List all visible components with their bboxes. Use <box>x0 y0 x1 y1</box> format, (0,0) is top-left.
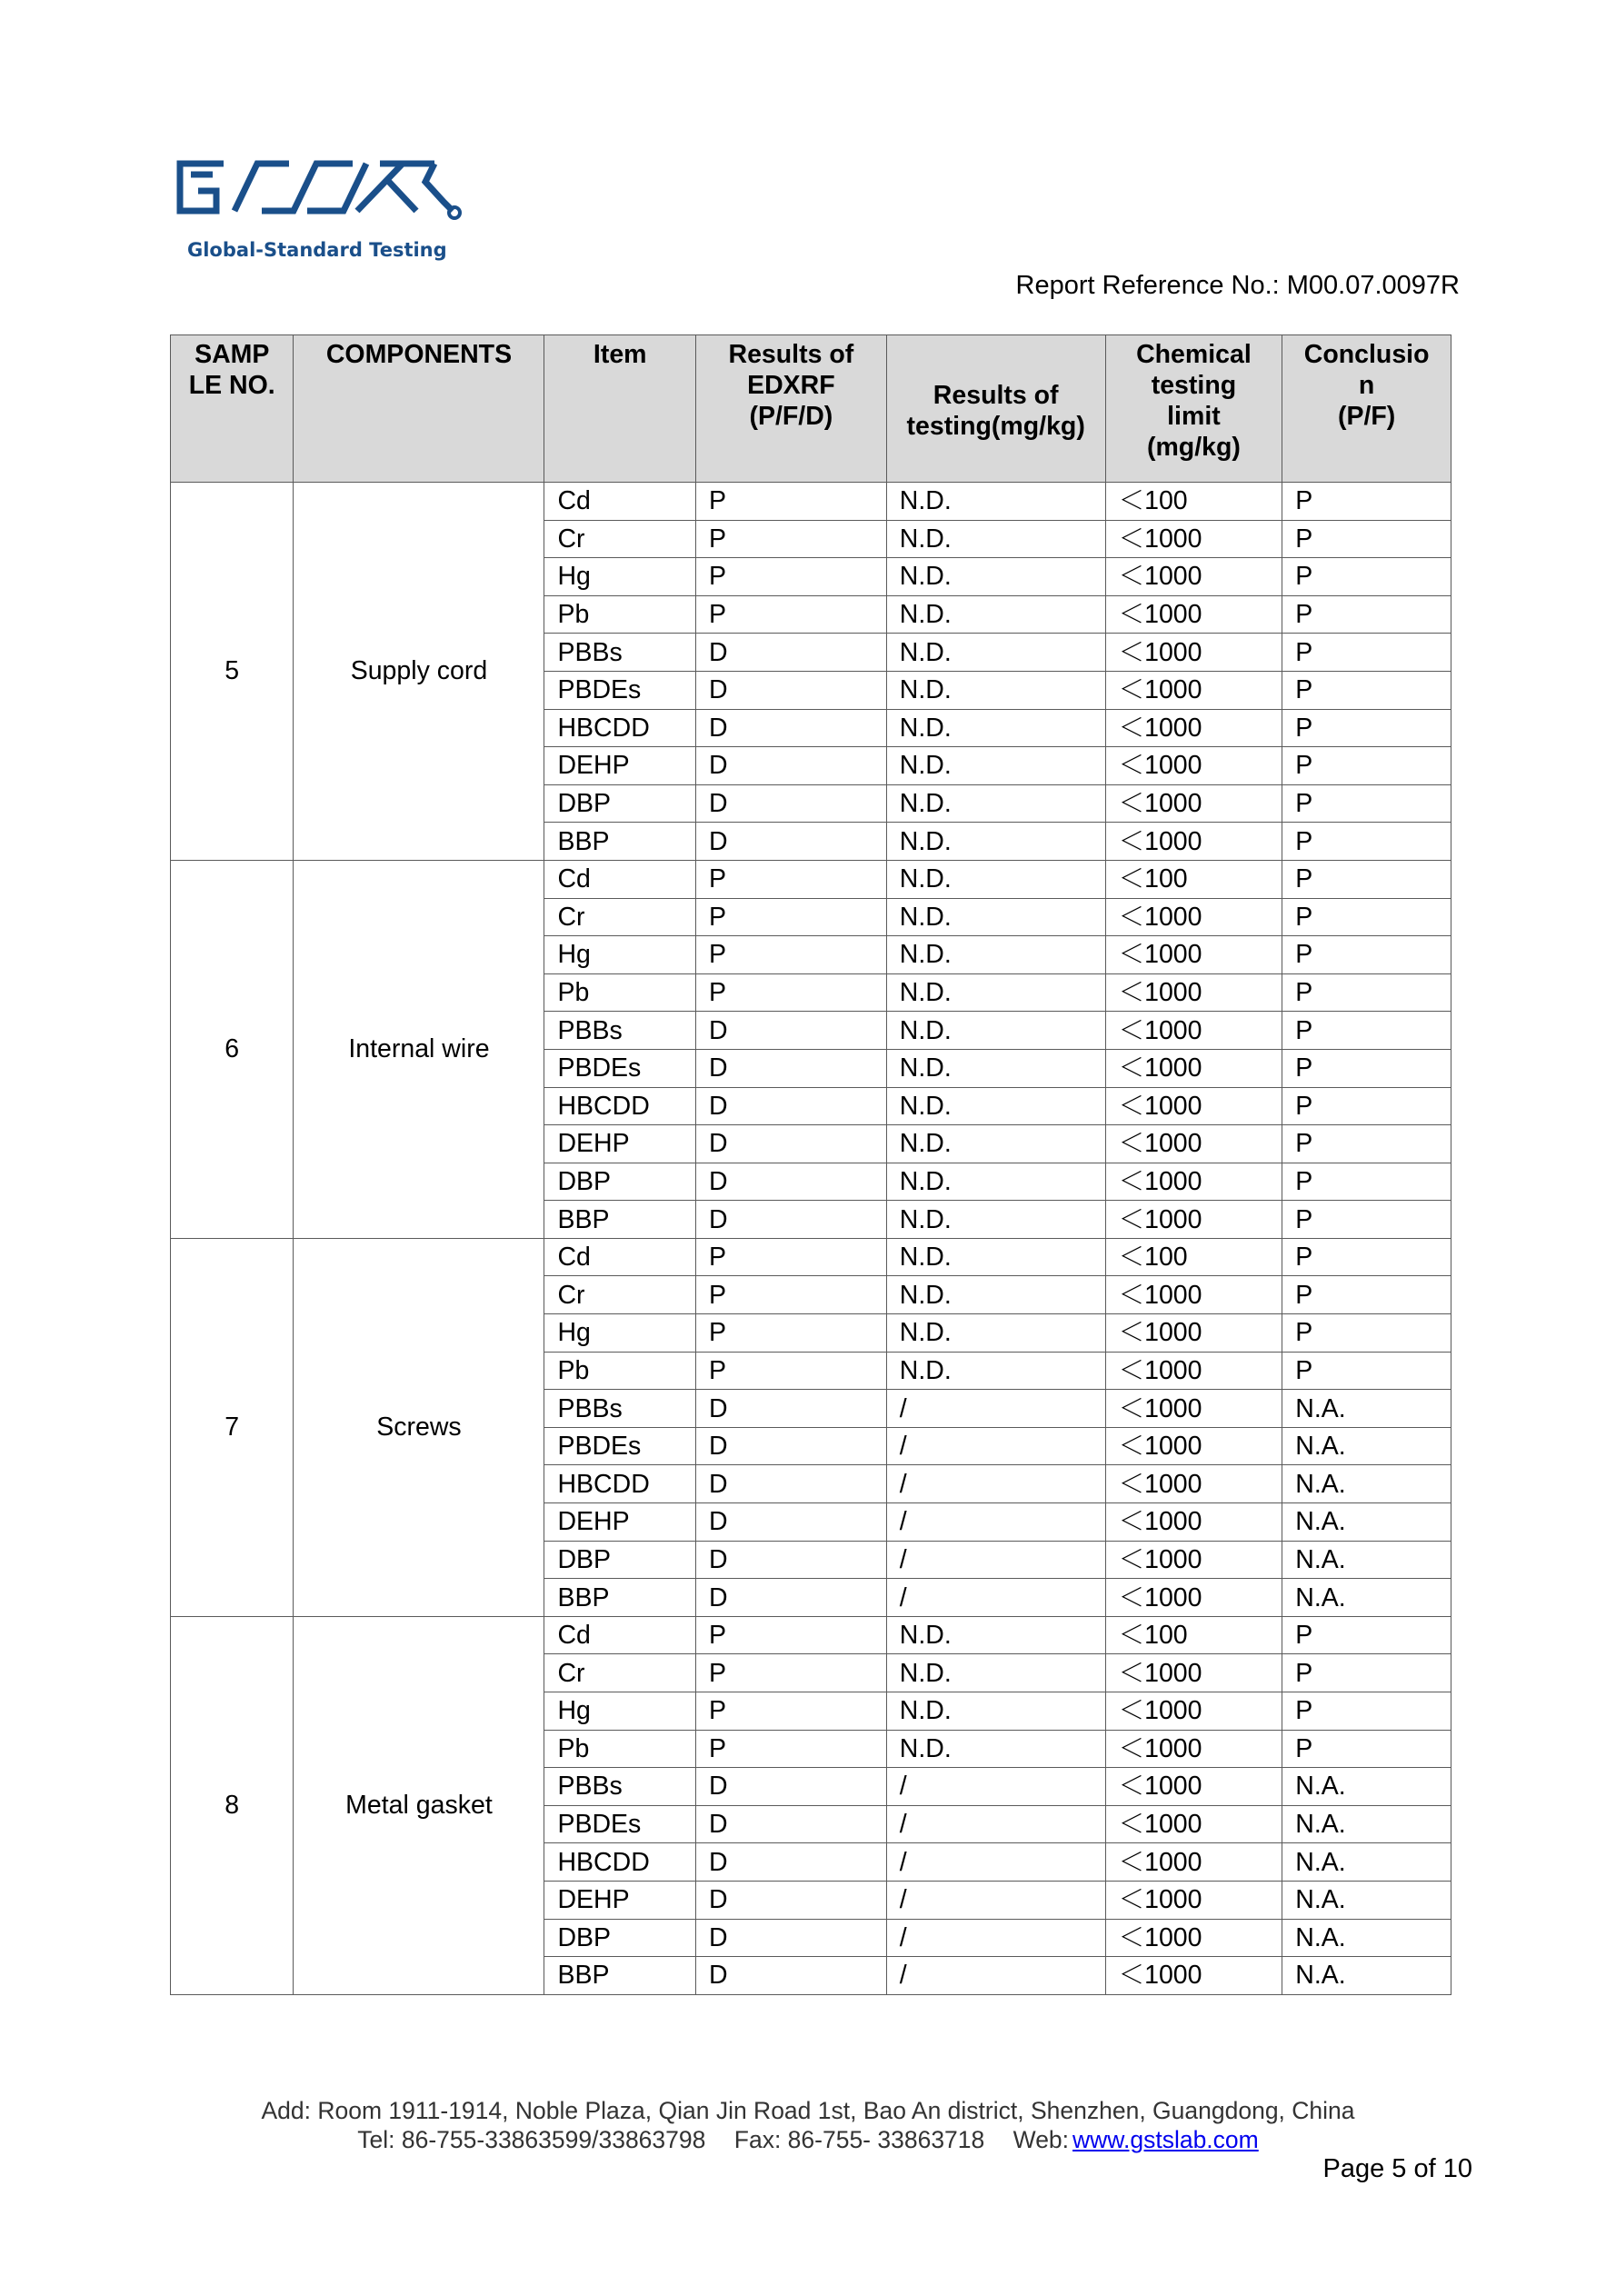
cell-component: Internal wire <box>294 860 544 1238</box>
cell-conclusion: N.A. <box>1282 1465 1451 1503</box>
cell-edxrf: P <box>696 1654 887 1692</box>
cell-edxrf: D <box>696 634 887 672</box>
cell-edxrf: D <box>696 709 887 747</box>
cell-edxrf: D <box>696 1049 887 1087</box>
cell-edxrf: D <box>696 1919 887 1957</box>
cell-conclusion: P <box>1282 1201 1451 1239</box>
test-results-table <box>170 334 1451 1995</box>
cell-limit: ＜1000 <box>1105 1579 1282 1617</box>
cell-limit: ＜1000 <box>1105 1465 1282 1503</box>
cell-result: / <box>886 1503 1105 1542</box>
header-item: Item <box>544 335 696 483</box>
cell-conclusion: N.A. <box>1282 1843 1451 1882</box>
cell-result: / <box>886 1427 1105 1465</box>
cell-limit: ＜1000 <box>1105 1730 1282 1768</box>
header-conclusion: Conclusio n (P/F) <box>1282 335 1451 483</box>
cell-result: / <box>886 1579 1105 1617</box>
cell-limit: ＜1000 <box>1105 1881 1282 1919</box>
cell-limit: ＜1000 <box>1105 558 1282 596</box>
cell-edxrf: D <box>696 1805 887 1843</box>
cell-limit: ＜1000 <box>1105 1957 1282 1995</box>
cell-item: DEHP <box>544 1503 696 1542</box>
cell-conclusion: N.A. <box>1282 1503 1451 1542</box>
cell-item: DEHP <box>544 1125 696 1163</box>
cell-edxrf: D <box>696 823 887 861</box>
cell-edxrf: P <box>696 898 887 936</box>
table-row <box>171 483 1451 521</box>
cell-conclusion: P <box>1282 671 1451 709</box>
cell-conclusion: P <box>1282 1012 1451 1050</box>
cell-edxrf: D <box>696 1465 887 1503</box>
cell-result: N.D. <box>886 1616 1105 1654</box>
cell-item: Pb <box>544 973 696 1012</box>
cell-conclusion: P <box>1282 483 1451 521</box>
cell-item: Cr <box>544 898 696 936</box>
cell-item: Cd <box>544 1616 696 1654</box>
cell-item: DBP <box>544 1919 696 1957</box>
cell-item: Hg <box>544 558 696 596</box>
cell-item: Cd <box>544 1238 696 1276</box>
cell-limit: ＜1000 <box>1105 1503 1282 1542</box>
cell-limit: ＜1000 <box>1105 1768 1282 1806</box>
cell-conclusion: N.A. <box>1282 1957 1451 1995</box>
logo-text: Global-Standard Testing <box>187 239 447 261</box>
page-number: Page 5 of 10 <box>1322 2154 1472 2183</box>
cell-result: N.D. <box>886 1692 1105 1731</box>
header-testing-result: Results of testing(mg/kg) <box>886 335 1105 483</box>
cell-item: PBBs <box>544 1012 696 1050</box>
cell-item: PBBs <box>544 634 696 672</box>
cell-result: N.D. <box>886 936 1105 974</box>
cell-edxrf: D <box>696 1390 887 1428</box>
cell-result: / <box>886 1390 1105 1428</box>
cell-edxrf: P <box>696 483 887 521</box>
cell-item: Cr <box>544 1654 696 1692</box>
cell-item: Cd <box>544 483 696 521</box>
cell-item: Cr <box>544 1276 696 1314</box>
cell-item: PBBs <box>544 1768 696 1806</box>
cell-result: N.D. <box>886 1087 1105 1125</box>
cell-edxrf: P <box>696 595 887 634</box>
cell-result: / <box>886 1919 1105 1957</box>
cell-edxrf: P <box>696 973 887 1012</box>
cell-result: N.D. <box>886 634 1105 672</box>
cell-result: N.D. <box>886 1314 1105 1353</box>
footer-tel: Tel: 86-755-33863599/33863798 <box>357 2126 706 2153</box>
cell-edxrf: P <box>696 1692 887 1731</box>
cell-conclusion: N.A. <box>1282 1579 1451 1617</box>
cell-limit: ＜1000 <box>1105 595 1282 634</box>
cell-limit: ＜1000 <box>1105 1201 1282 1239</box>
cell-result: N.D. <box>886 747 1105 785</box>
cell-limit: ＜1000 <box>1105 1352 1282 1390</box>
cell-limit: ＜1000 <box>1105 520 1282 558</box>
cell-limit: ＜1000 <box>1105 898 1282 936</box>
cell-result: N.D. <box>886 520 1105 558</box>
cell-item: Hg <box>544 1314 696 1353</box>
cell-result: / <box>886 1881 1105 1919</box>
cell-limit: ＜1000 <box>1105 634 1282 672</box>
cell-limit: ＜1000 <box>1105 1276 1282 1314</box>
cell-conclusion: P <box>1282 1125 1451 1163</box>
cell-item: DEHP <box>544 1881 696 1919</box>
cell-limit: ＜1000 <box>1105 1919 1282 1957</box>
cell-edxrf: P <box>696 936 887 974</box>
cell-conclusion: P <box>1282 1654 1451 1692</box>
cell-result: / <box>886 1541 1105 1579</box>
cell-limit: ＜1000 <box>1105 1314 1282 1353</box>
cell-edxrf: D <box>696 671 887 709</box>
cell-result: N.D. <box>886 973 1105 1012</box>
cell-item: BBP <box>544 1579 696 1617</box>
cell-limit: ＜1000 <box>1105 823 1282 861</box>
cell-limit: ＜1000 <box>1105 1049 1282 1087</box>
cell-item: DBP <box>544 1163 696 1201</box>
cell-item: Pb <box>544 595 696 634</box>
cell-limit: ＜1000 <box>1105 1692 1282 1731</box>
cell-result: N.D. <box>886 823 1105 861</box>
cell-edxrf: P <box>696 1238 887 1276</box>
cell-edxrf: P <box>696 1730 887 1768</box>
cell-sample-no: 7 <box>171 1238 294 1616</box>
cell-edxrf: D <box>696 1427 887 1465</box>
cell-conclusion: P <box>1282 634 1451 672</box>
cell-edxrf: D <box>696 1541 887 1579</box>
cell-item: HBCDD <box>544 1087 696 1125</box>
cell-conclusion: P <box>1282 1730 1451 1768</box>
cell-conclusion: N.A. <box>1282 1805 1451 1843</box>
cell-result: N.D. <box>886 784 1105 823</box>
cell-result: N.D. <box>886 1163 1105 1201</box>
cell-conclusion: N.A. <box>1282 1390 1451 1428</box>
cell-limit: ＜100 <box>1105 1238 1282 1276</box>
cell-result: N.D. <box>886 1049 1105 1087</box>
cell-component: Supply cord <box>294 483 544 861</box>
header-edxrf: Results of EDXRF (P/F/D) <box>696 335 887 483</box>
cell-result: N.D. <box>886 860 1105 898</box>
cell-item: PBDEs <box>544 1427 696 1465</box>
cell-result: N.D. <box>886 1012 1105 1050</box>
cell-limit: ＜1000 <box>1105 1087 1282 1125</box>
cell-edxrf: D <box>696 784 887 823</box>
table-row <box>171 860 1451 898</box>
cell-result: N.D. <box>886 1201 1105 1239</box>
cell-conclusion: P <box>1282 973 1451 1012</box>
footer-web-label: Web: <box>1012 2126 1070 2153</box>
cell-component: Screws <box>294 1238 544 1616</box>
company-logo <box>171 155 480 273</box>
cell-edxrf: P <box>696 1276 887 1314</box>
cell-edxrf: D <box>696 1087 887 1125</box>
cell-edxrf: P <box>696 520 887 558</box>
cell-item: PBDEs <box>544 1049 696 1087</box>
cell-limit: ＜1000 <box>1105 1654 1282 1692</box>
cell-edxrf: D <box>696 1125 887 1163</box>
footer-address: Add: Room 1911-1914, Noble Plaza, Qian Jin Road 1st, Bao An district, Shenzhen, Guangdong, China <box>261 2097 1355 2124</box>
cell-result: / <box>886 1843 1105 1882</box>
cell-result: N.D. <box>886 671 1105 709</box>
cell-conclusion: P <box>1282 558 1451 596</box>
cell-edxrf: D <box>696 1957 887 1995</box>
website-link[interactable]: www.gstslab.com <box>1072 2126 1259 2153</box>
cell-limit: ＜100 <box>1105 483 1282 521</box>
cell-edxrf: D <box>696 1163 887 1201</box>
cell-conclusion: P <box>1282 1352 1451 1390</box>
cell-conclusion: P <box>1282 1087 1451 1125</box>
cell-edxrf: P <box>696 1314 887 1353</box>
cell-result: / <box>886 1805 1105 1843</box>
cell-result: N.D. <box>886 1730 1105 1768</box>
cell-edxrf: P <box>696 1352 887 1390</box>
cell-conclusion: P <box>1282 823 1451 861</box>
cell-result: N.D. <box>886 595 1105 634</box>
cell-limit: ＜1000 <box>1105 1390 1282 1428</box>
cell-item: DBP <box>544 1541 696 1579</box>
cell-conclusion: N.A. <box>1282 1427 1451 1465</box>
cell-conclusion: P <box>1282 1238 1451 1276</box>
cell-item: BBP <box>544 823 696 861</box>
header-sample-no: SAMP LE NO. <box>171 335 294 483</box>
cell-result: N.D. <box>886 1238 1105 1276</box>
cell-item: Pb <box>544 1352 696 1390</box>
cell-limit: ＜1000 <box>1105 1125 1282 1163</box>
cell-limit: ＜100 <box>1105 860 1282 898</box>
table-row <box>171 1238 1451 1276</box>
cell-limit: ＜1000 <box>1105 1012 1282 1050</box>
cell-sample-no: 5 <box>171 483 294 861</box>
table-header-row <box>171 335 1451 483</box>
report-reference: Report Reference No.: M00.07.0097R <box>1015 271 1460 300</box>
cell-result: N.D. <box>886 1352 1105 1390</box>
cell-limit: ＜1000 <box>1105 1843 1282 1882</box>
cell-item: Cr <box>544 520 696 558</box>
cell-conclusion: P <box>1282 1049 1451 1087</box>
cell-conclusion: P <box>1282 784 1451 823</box>
cell-conclusion: P <box>1282 595 1451 634</box>
cell-edxrf: P <box>696 558 887 596</box>
cell-limit: ＜1000 <box>1105 973 1282 1012</box>
cell-conclusion: N.A. <box>1282 1541 1451 1579</box>
cell-result: N.D. <box>886 898 1105 936</box>
cell-conclusion: P <box>1282 1616 1451 1654</box>
cell-edxrf: D <box>696 1881 887 1919</box>
cell-conclusion: P <box>1282 747 1451 785</box>
cell-result: N.D. <box>886 709 1105 747</box>
cell-item: BBP <box>544 1201 696 1239</box>
cell-conclusion: P <box>1282 860 1451 898</box>
gst-logo-icon <box>171 155 480 273</box>
cell-limit: ＜1000 <box>1105 784 1282 823</box>
cell-edxrf: D <box>696 1012 887 1050</box>
table-body <box>171 483 1451 1995</box>
cell-result: N.D. <box>886 1276 1105 1314</box>
cell-item: PBDEs <box>544 1805 696 1843</box>
cell-result: N.D. <box>886 1125 1105 1163</box>
cell-edxrf: D <box>696 747 887 785</box>
cell-component: Metal gasket <box>294 1616 544 1994</box>
cell-conclusion: N.A. <box>1282 1881 1451 1919</box>
cell-limit: ＜1000 <box>1105 747 1282 785</box>
footer-web <box>1013 2126 1259 2153</box>
cell-edxrf: P <box>696 860 887 898</box>
cell-limit: ＜1000 <box>1105 709 1282 747</box>
cell-sample-no: 8 <box>171 1616 294 1994</box>
cell-item: HBCDD <box>544 1843 696 1882</box>
cell-limit: ＜1000 <box>1105 936 1282 974</box>
cell-item: Hg <box>544 936 696 974</box>
cell-item: Pb <box>544 1730 696 1768</box>
cell-item: Hg <box>544 1692 696 1731</box>
cell-conclusion: P <box>1282 1163 1451 1201</box>
cell-limit: ＜1000 <box>1105 1427 1282 1465</box>
cell-result: / <box>886 1465 1105 1503</box>
cell-conclusion: N.A. <box>1282 1768 1451 1806</box>
cell-conclusion: P <box>1282 1692 1451 1731</box>
cell-conclusion: N.A. <box>1282 1919 1451 1957</box>
cell-result: N.D. <box>886 483 1105 521</box>
cell-item: HBCDD <box>544 709 696 747</box>
cell-limit: ＜1000 <box>1105 1541 1282 1579</box>
cell-conclusion: P <box>1282 1276 1451 1314</box>
cell-edxrf: D <box>696 1579 887 1617</box>
cell-edxrf: D <box>696 1503 887 1542</box>
cell-edxrf: D <box>696 1843 887 1882</box>
cell-conclusion: P <box>1282 936 1451 974</box>
cell-item: HBCDD <box>544 1465 696 1503</box>
cell-conclusion: P <box>1282 1314 1451 1353</box>
cell-item: BBP <box>544 1957 696 1995</box>
header-components: COMPONENTS <box>294 335 544 483</box>
page-footer <box>0 2096 1616 2154</box>
cell-edxrf: D <box>696 1768 887 1806</box>
cell-limit: ＜1000 <box>1105 671 1282 709</box>
cell-item: DBP <box>544 784 696 823</box>
cell-conclusion: P <box>1282 520 1451 558</box>
cell-result: N.D. <box>886 558 1105 596</box>
footer-fax: Fax: 86-755- 33863718 <box>733 2126 985 2153</box>
cell-conclusion: P <box>1282 898 1451 936</box>
cell-limit: ＜1000 <box>1105 1805 1282 1843</box>
cell-item: PBDEs <box>544 671 696 709</box>
cell-edxrf: P <box>696 1616 887 1654</box>
cell-item: DEHP <box>544 747 696 785</box>
cell-result: / <box>886 1768 1105 1806</box>
cell-conclusion: P <box>1282 709 1451 747</box>
table-row <box>171 1616 1451 1654</box>
cell-edxrf: D <box>696 1201 887 1239</box>
header-limit: Chemical testing limit (mg/kg) <box>1105 335 1282 483</box>
cell-sample-no: 6 <box>171 860 294 1238</box>
cell-result: N.D. <box>886 1654 1105 1692</box>
cell-result: / <box>886 1957 1105 1995</box>
cell-limit: ＜1000 <box>1105 1163 1282 1201</box>
cell-limit: ＜100 <box>1105 1616 1282 1654</box>
footer-contact <box>0 2125 1616 2154</box>
cell-item: Cd <box>544 860 696 898</box>
cell-item: PBBs <box>544 1390 696 1428</box>
